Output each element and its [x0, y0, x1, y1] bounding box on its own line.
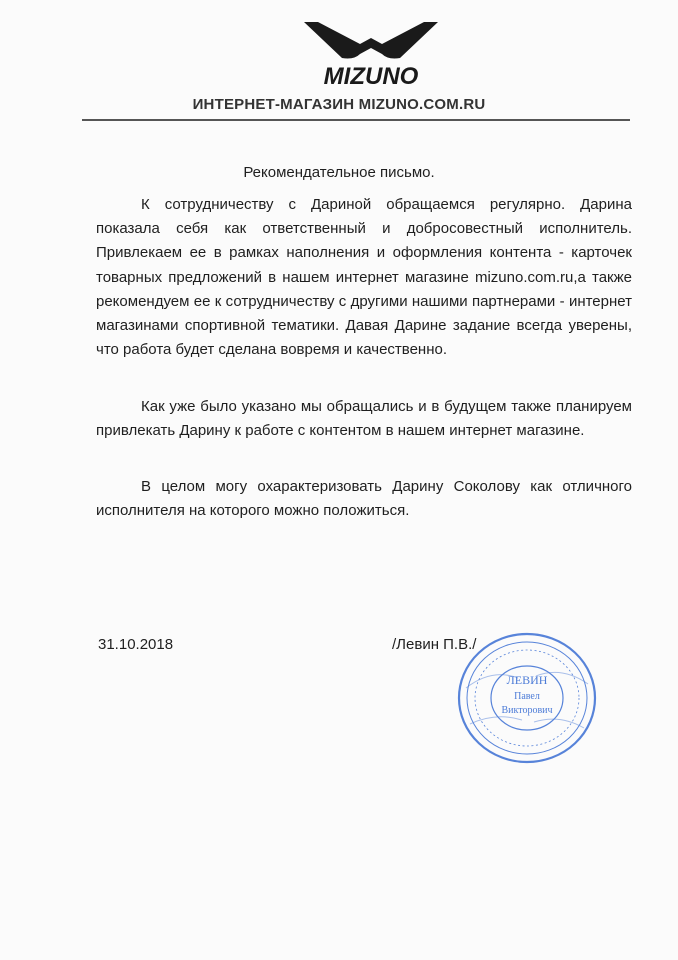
company-stamp [452, 628, 602, 768]
stamp-line-2: Павел [514, 691, 540, 702]
mizuno-logo [296, 18, 446, 90]
stamp-line-3: Викторович [501, 705, 553, 716]
brand-wordmark: MIZUNO [323, 63, 419, 90]
mizuno-logo-icon [296, 18, 446, 90]
letter-paragraph-2: Как уже было указано мы обращались и в будущем также планируем привлекать Дарину к работе с контентом в нашем интернет магазине. [96, 398, 632, 440]
letter-paragraph-3: В целом могу охарактеризовать Дарину Соколову как отличного исполнителя на которого можно положиться. [96, 478, 632, 520]
stamp-line-1: ЛЕВИН [506, 673, 548, 687]
stamp-seal-icon [452, 628, 602, 768]
letter-date: 31.10.2018 [98, 636, 174, 653]
signer-name: /Левин П.В./ [392, 636, 477, 653]
letter-paragraph-1: К сотрудничеству с Дариной обращаемся регулярно. Дарина показала себя как ответственный и добросовестный исполнитель. Привлекаем ее в рамках наполнения и оформления контента - карточек товарных предложений в нашем интернет магазине mizuno.com.ru,а также рекомендуем ее к сотрудничеству с другими нашими партнерами - интернет магазинами спортивной тематики. Давая Дарине задание всегда уверены, что работа будет сделана вовремя и качественно. [96, 196, 632, 359]
header-divider [82, 119, 630, 121]
letter-title: Рекомендательное письмо. [243, 164, 435, 181]
shop-title: ИНТЕРНЕТ-МАГАЗИН MIZUNO.COM.RU [192, 96, 486, 113]
